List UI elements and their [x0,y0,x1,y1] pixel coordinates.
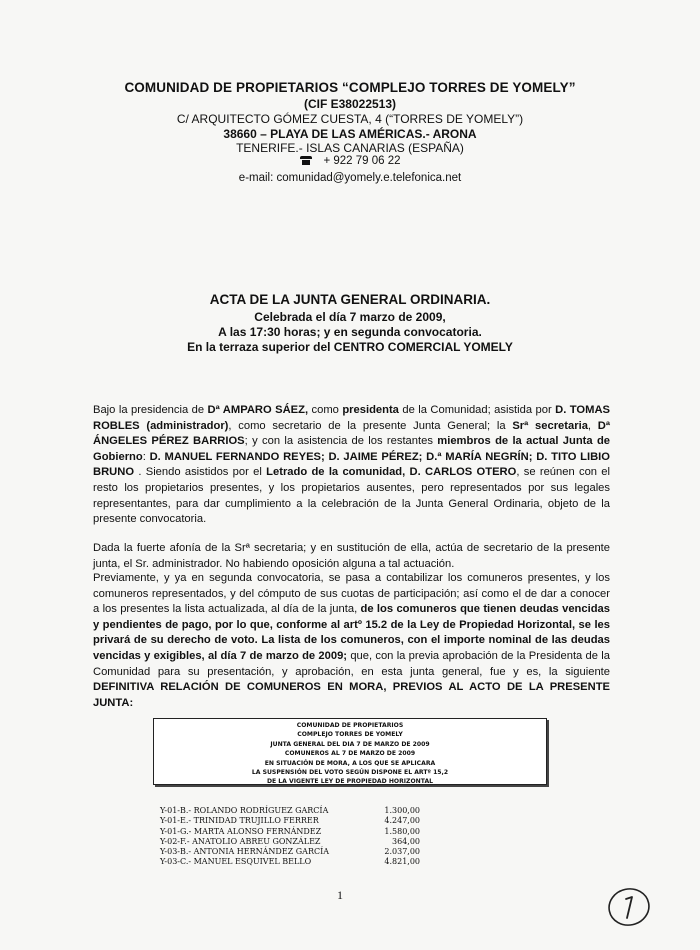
phone-number: + 922 79 06 22 [323,155,401,167]
box-line: COMUNIDAD DE PROPIETARIOS [296,722,404,729]
p1-text: , [587,419,598,432]
p1-bold: presidenta [342,404,399,416]
telephone-icon [299,156,313,165]
p1-bold: D. MANUEL FERNANDO REYES; D. JAIME PÉREZ; D.ª MARÍA NEGRÍN; D. TITO LIBIO BRUNO [93,450,610,479]
debtors-paragraph [93,571,610,711]
p1-text: , se reúnen con el resto los propietarios presentes, y los propietarios ausentes, pero representados por sus legales representantes, para dar cumplimiento a la celebración de la Junta General Ordinaria, objeto de la presente convocatoria. [93,466,611,526]
box-line: EN SITUACIÓN DE MORA, A LOS QUE SE APLICARA [264,759,436,767]
p1-bold: D. TOMAS ROBLES (administrador) [93,404,610,432]
p3-text: que, con la previa aprobación de la Presidenta de la Comunidad para su presentación, y aprobación, en esta junta general, fue y es, la siguiente [93,649,610,678]
debt-amount: 2.037,00 [384,847,420,857]
box-line: COMUNEROS AL 7 DE MARZO DE 2009 [284,750,416,758]
debt-amount: 1.580,00 [384,826,420,836]
email-line: e-mail: comunidad@yomely.e.telefonica.net [238,172,462,184]
box-line: DE LA VIGENTE LEY DE PROPIEDAD HORIZONTAL [266,778,434,786]
debtor-name: Y-01-G.- MARTA ALONSO FERNÁNDEZ [160,826,322,836]
debtors-list-header-box [153,718,547,785]
list-item [160,837,420,847]
p1-bold: Letrado de la comunidad, D. CARLOS OTERO [266,466,517,479]
p1-text: , como secretario de la presente Junta General; la [228,419,513,432]
cif-number: (CIF E38022513) [303,97,397,111]
debt-amount: 1.300,00 [384,806,420,815]
debt-amount: 4.821,00 [384,857,420,867]
city-line: 38660 – PLAYA DE LAS AMÉRICAS.- ARONA [223,127,477,141]
street-address: C/ ARQUITECTO GÓMEZ CUESTA, 4 (“TORRES DE YOMELY”) [176,112,524,126]
debt-amount: 4.247,00 [384,816,420,826]
act-time: A las 17:30 horas; y en segunda convocatoria. [218,325,482,339]
p1-bold: miembros de la actual Junta de Gobierno [93,435,611,463]
p1-text: : [142,450,150,463]
list-item [160,827,420,837]
p1-text: como [308,404,343,416]
p3-bold: DEFINITIVA RELACIÓN DE COMUNEROS EN MORA, PREVIOS AL ACTO DE LA PRESENTE JUNTA: [93,681,610,709]
p1-text: ; y con la asistencia de los restantes [244,435,438,448]
debt-amount: 364,00 [392,836,420,846]
act-title: ACTA DE LA JUNTA GENERAL ORDINARIA. [209,292,491,307]
p1-text: de la Comunidad; asistida por [398,404,556,416]
debtor-name: Y-03-B.- ANTONIA HERNÁNDEZ GARCÍA [160,847,330,857]
debtor-name: Y-01-E.- TRINIDAD TRUJILLO FERRER [160,816,319,826]
debtors-list [160,806,420,868]
secretary-paragraph: Dada la fuerte afonía de la Srª secretaria; y en sustitución de ella, actúa de secretario de la presente junta, el Sr. administrador. No habiendo oposición alguna a tal actuación. [93,542,610,570]
p1-bold: Srª secretaria [512,419,588,432]
phone-line [60,155,640,167]
p1-bold: Dª ÁNGELES PÉREZ BARRIOS [93,419,611,448]
p1-text: . Siendo asistidos por el [134,466,267,479]
act-date: Celebrada el día 7 marzo de 2009, [254,310,446,324]
debtor-name: Y-01-B.- ROLANDO RODRÍGUEZ GARCÍA [160,806,329,815]
p3-bold: de los comuneros que tienen deudas vencidas y pendientes de pago, por lo que, conforme al artº 15.2 de la Ley de Propiedad Horizontal, se les privará de su derecho de voto. La lista de los comuneros, con el importe nominal de las deudas vencidas y exigibles, al día 7 de marzo de 2009; [93,603,611,662]
list-item [160,816,420,826]
list-item [160,806,420,816]
debtor-name: Y-03-C.- MANUEL ESQUIVEL BELLO [160,857,312,867]
debtor-name: Y-02-F.- ANATOLIO ABREU GONZÁLEZ [160,836,321,846]
list-item [160,857,420,867]
box-line: JUNTA GENERAL DEL DIA 7 DE MARZO DE 2009 [270,740,430,748]
island-line: TENERIFE.- ISLAS CANARIAS (ESPAÑA) [236,141,464,155]
p1-text: Bajo la presidencia de [93,404,208,416]
act-location: En la terraza superior del CENTRO COMERCIAL YOMELY [187,340,513,354]
handwritten-page-stamp-icon [606,885,652,929]
p3-text: Previamente, y ya en segunda convocatoria, se pasa a contabilizar los comuneros presentes, y los comuneros representados, y del cómputo de sus cuotas de participación; así como el de dar a conocer a los presentes la lista actualizada, al día de la junta, [93,572,610,616]
community-title: COMUNIDAD DE PROPIETARIOS “COMPLEJO TORRES DE YOMELY” [124,80,576,95]
box-line: COMPLEJO TORRES DE YOMELY [297,731,403,739]
p1-bold: Dª AMPARO SÁEZ, [207,404,309,416]
list-item [160,847,420,857]
attendance-paragraph [93,403,610,528]
box-line: LA SUSPENSIÓN DEL VOTO SEGÚN DISPONE EL ARTº 15,2 [251,769,449,777]
page-number: 1 [337,888,343,902]
